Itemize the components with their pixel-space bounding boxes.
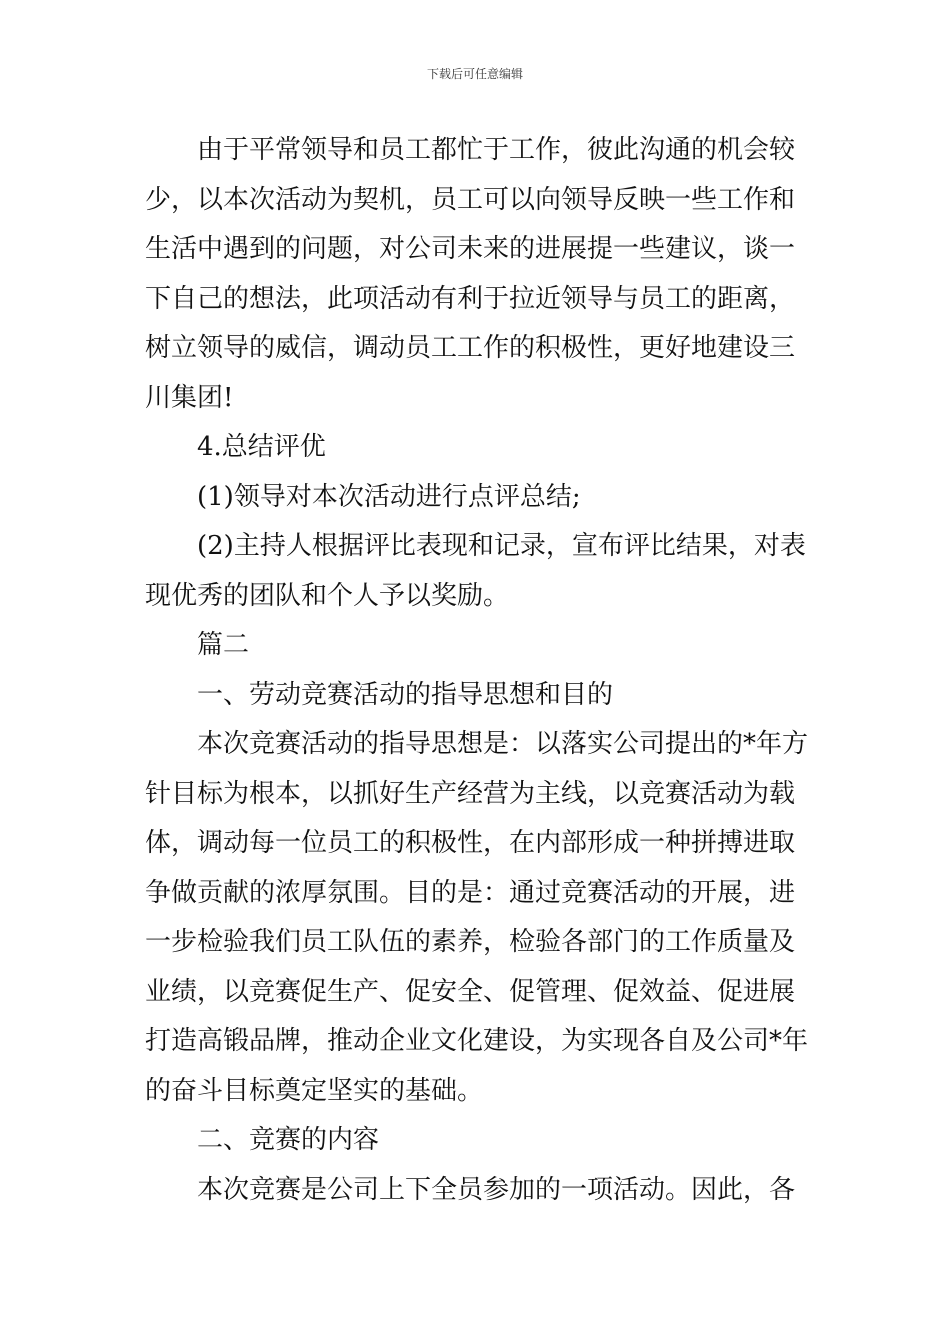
paragraph-line: 业绩，以竞赛促生产、促安全、促管理、促效益、促进展 [145, 976, 796, 1007]
section-heading: 一、劳动竞赛活动的指导思想和目的 [197, 679, 614, 710]
paragraph-line: 现优秀的团队和个人予以奖励。 [145, 580, 510, 611]
section-heading: 二、竞赛的内容 [197, 1125, 380, 1155]
paragraph-line: 体，调动每一位员工的积极性，在内部形成一种拼搏进取 [145, 828, 796, 858]
paragraph-line: 下自己的想法，此项活动有利于拉近领导与员工的距离， [145, 283, 796, 314]
paragraph-line: 的奋斗目标奠定坚实的基础。 [145, 1075, 484, 1106]
document-body [145, 126, 810, 1215]
paragraph-line: 树立领导的威信，调动员工工作的积极性，更好地建设三 [145, 333, 796, 363]
paragraph-line: 生活中遇到的问题，对公司未来的进展提一些建议，谈一 [145, 234, 796, 264]
paragraph-line: 川集团! [145, 382, 234, 413]
paragraph-line: 少，以本次活动为契机，员工可以向领导反映一些工作和 [145, 184, 796, 215]
paragraph-line: 本次竞赛活动的指导思想是：以落实公司提出的*年方 [197, 729, 809, 759]
section-heading: 4.总结评优 [197, 432, 326, 462]
part-heading: 篇二 [197, 630, 250, 660]
paragraph-line: 争做贡献的浓厚氛围。目的是：通过竞赛活动的开展，进 [145, 877, 796, 908]
paragraph-line: 打造高锻品牌，推动企业文化建设，为实现各自及公司*年 [145, 1026, 809, 1056]
paragraph-line: 由于平常领导和员工都忙于工作，彼此沟通的机会较 [197, 135, 796, 165]
paragraph-line: 本次竞赛是公司上下全员参加的一项活动。因此，各 [197, 1174, 796, 1205]
page-header: 下载后可任意编辑 [426, 67, 523, 81]
paragraph-line: 一步检验我们员工队伍的素养，检验各部门的工作质量及 [145, 927, 796, 957]
list-item: (1)领导对本次活动进行点评总结; [197, 481, 581, 512]
paragraph-line: 针目标为根本，以抓好生产经营为主线，以竞赛活动为载 [145, 778, 796, 809]
list-item: (2)主持人根据评比表现和记录，宣布评比结果，对表 [197, 531, 806, 561]
